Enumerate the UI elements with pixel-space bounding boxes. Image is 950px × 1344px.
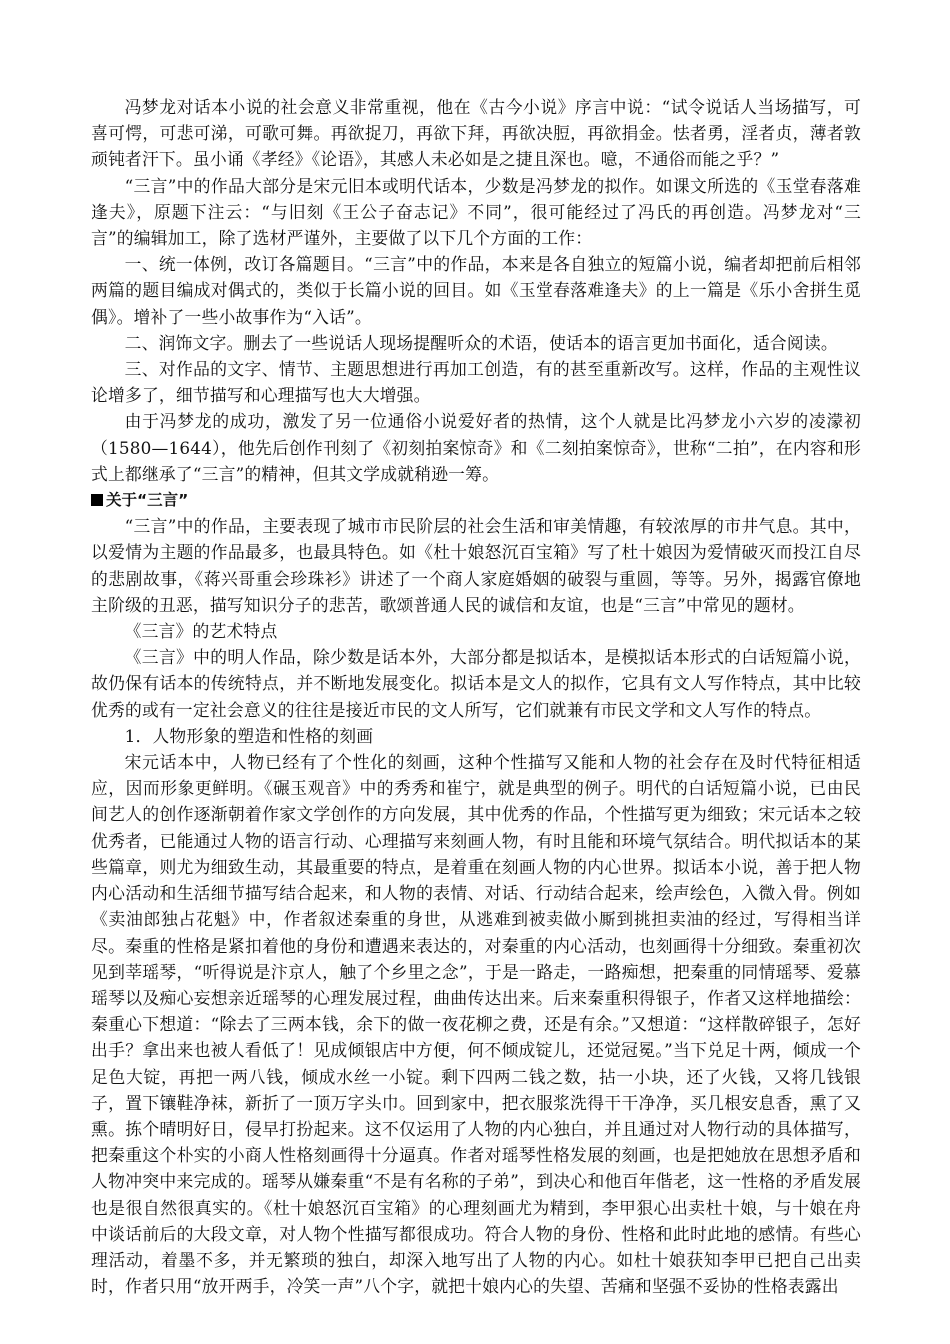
paragraph-characterization: 宋元话本中，人物已经有了个性化的刻画，这种个性描写又能和人物的社会存在及时代特征相适应，因而形象更鲜明。《碾玉观音》中的秀秀和崔宁，就是典型的例子。明代的白话短篇小说，已由民间艺人的创作逐渐朝着作家文学创作的方向发展，其中优秀的作品，个性描写更为细致；宋元话本之较优秀者，已能通过人物的语言行动、心理描写来刻画人物，有时且能和环境气氛结合。明代拟话本的某些篇章，则尤为细致生动，其最重要的特点，是着重在刻画人物的内心世界。拟话本小说，善于把人物内心活动和生活细节描写结合起来，和人物的表情、对话、行动结合起来，绘声绘色，入微入骨。例如《卖油郎独占花魁》中，作者叙述秦重的身世，从逃难到被卖做小厮到挑担卖油的经过，写得相当详尽。秦重的性格是紧扣着他的身份和遭遇来表达的，对秦重的内心活动，也刻画得十分细致。秦重初次见到莘瑶琴，“听得说是汴京人，触了个乡里之念”，于是一路走，一路痴想，把秦重的同情瑶琴、爱慕瑶琴以及痴心妄想亲近瑶琴的心理发展过程，曲曲传达出来。后来秦重积得银子，作者又这样地描绘：秦重心下想道：“除去了三两本钱，余下的做一夜花柳之费，还是有余。”又想道：“这样散碎银子，怎好出手？拿出来也被人看低了！见成倾银店中方便，何不倾成锭儿，还觉冠冕。”当下兑足十两，倾成一个足色大锭，再把一两八钱，倾成水丝一小锭。剩下四两二钱之数，拈一小块，还了火钱，又将几钱银子，置下镶鞋净袜，新折了一顶万字头巾。回到家中，把衣服浆洗得干干净净，买几根安息香，熏了又熏。拣个晴明好日，侵早打扮起来。这不仅运用了人物的内心独白，并且通过对人物行动的具体描写，把秦重这个朴实的小商人性格刻画得十分逼真。作者对瑶琴性格发展的刻画，也是把她放在思想矛盾和人物冲突中来完成的。瑶琴从嫌秦重“不是有名称的子弟”，到决心和他百年偕老，这一性格的矛盾发展也是很自然很真实的。《杜十娘怒沉百宝箱》的心理刻画尤为精到，李甲狠心出卖杜十娘，与十娘在舟中谈话前后的大段文章，对人物个性描写都很成功。符合人物的身份、性格和此时此地的感情。有些心理活动，着墨不多，并无繁琐的独白，却深入地写出了人物的内心。如杜十娘获知李甲已把自己出卖时，作者只用“放开两手，冷笑一声”八个字，就把十娘内心的失望、苦痛和坚强不妥协的性格表露出 xyxy=(91,752,861,1297)
paragraph-sanyan-origins: “三言”中的作品大部分是宋元旧本或明代话本，少数是冯梦龙的拟作。如课文所选的《玉堂春落难逢夫》，原题下注云：“与旧刻《王公子奋志记》不同”，很可能经过了冯氏的再创造。冯梦龙对“三言”的编辑加工，除了选材严谨外，主要做了以下几个方面的工作： xyxy=(91,175,861,249)
paragraph-work-item-3: 三、对作品的文字、情节、主题思想进行再加工创造，有的甚至重新改写。这样，作品的主观性议论增多了，细节描写和心理描写也大大增强。 xyxy=(91,359,861,406)
black-square-icon xyxy=(91,494,103,506)
section-heading-text: 关于“三言” xyxy=(106,491,189,510)
subheading-characterization: 1．人物形象的塑造和性格的刻画 xyxy=(124,725,374,746)
paragraph-sanyan-themes: “三言”中的作品，主要表现了城市市民阶层的社会生活和审美情趣，有较浓厚的市井气息。其中，以爱情为主题的作品最多，也最具特色。如《杜十娘怒沉百宝箱》写了杜十娘因为爱情破灭而投江自尽的悲剧故事，《蒋兴哥重会珍珠衫》讲述了一个商人家庭婚姻的破裂与重圆，等等。另外，揭露官僚地主阶级的丑恶，描写知识分子的悲苦，歌颂普通人民的诚信和友谊，也是“三言”中常见的题材。 xyxy=(91,516,861,615)
paragraph-ling-mengchu: 由于冯梦龙的成功，激发了另一位通俗小说爱好者的热情，这个人就是比冯梦龙小六岁的凌濛初（1580—1644），他先后创作刊刻了《初刻拍案惊奇》和《二刻拍案惊奇》，世称“二拍”，在内容和形式上都继承了“三言”的精神，但其文学成就稍逊一筹。 xyxy=(91,411,861,484)
paragraph-work-item-1: 一、统一体例，改订各篇题目。“三言”中的作品，本来是各自独立的短篇小说，编者却把前后相邻两篇的题目编成对偶式的，类似于长篇小说的回目。如《玉堂春落难逢夫》的上一篇是《乐小舍拼生觅偶》。增补了一些小故事作为“入话”。 xyxy=(91,254,861,327)
paragraph-work-item-2: 二、润饰文字。删去了一些说话人现场提醒听众的术语，使话本的语言更加书面化，适合阅读。 xyxy=(124,332,838,353)
section-heading xyxy=(91,487,861,513)
paragraph-art-features: 《三言》中的明人作品，除少数是话本外，大部分都是拟话本，是模拟话本形式的白话短篇小说，故仍保有话本的传统特点，并不断地发展变化。拟话本是文人的拟作，它具有文人写作特点，其中比较优秀的或有一定社会意义的往往是接近市民的文人所写，它们就兼有市民文学和文人写作的特点。 xyxy=(91,647,861,720)
paragraph-preface-quote: 冯梦龙对话本小说的社会意义非常重视，他在《古今小说》序言中说：“试令说话人当场描写，可喜可愕，可悲可涕，可歌可舞。再欲捉刀，再欲下拜，再欲决脰，再欲捐金。怯者勇，淫者贞，薄者敦顽钝者汗下。虽小诵《孝经》《论语》，其感人未必如是之捷且深也。噫，不通俗而能之乎？” xyxy=(91,97,861,170)
document-page xyxy=(91,94,861,1299)
subheading-art-features: 《三言》的艺术特点 xyxy=(124,621,278,642)
